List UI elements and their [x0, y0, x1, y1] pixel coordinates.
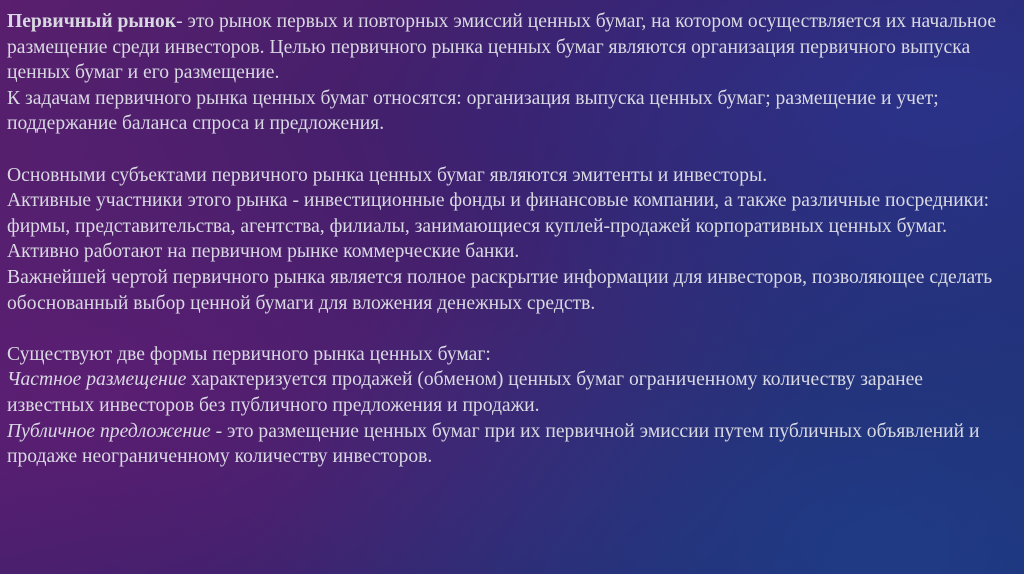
- paragraph-spacer: [7, 137, 1013, 163]
- paragraph-tasks: К задачам первичного рынка ценных бумаг относятся: организация выпуска ценных бумаг; размещение и учет; поддержание баланса спроса и предложения.: [7, 87, 939, 135]
- term-public-offering: Публичное предложение: [7, 420, 211, 442]
- paragraph-disclosure: Важнейшей чертой первичного рынка является полное раскрытие информации для инвесторов, позволяющее сделать обоснованный выбор ценной бумаги для вложения денежных средств.: [7, 266, 993, 314]
- public-offering-text: - это размещение ценных бумаг при их первичной эмиссии путем публичных объявлений и продаже неограниченному количеству инвесторов.: [7, 420, 980, 468]
- paragraph-public-offering: [7, 419, 1013, 470]
- paragraph-forms-intro: Существуют две формы первичного рынка ценных бумаг:: [7, 343, 491, 365]
- slide-text-body: [7, 9, 1013, 470]
- private-placement-text: характеризуется продажей (обменом) ценных бумаг ограниченному количеству заранее известных инвесторов без публичного предложения и продажи.: [7, 369, 923, 416]
- paragraph-spacer: [7, 316, 1013, 342]
- term-primary-market: Первичный рынок: [7, 11, 177, 32]
- paragraph-participants: Активные участники этого рынка - инвестиционные фонды и финансовые компании, а также различные посредники: фирмы, представительства, агентства, филиалы, занимающиеся куплей-продажей корпоративных ценных бумаг. Активно работают на первичном рынке коммерческие банки.: [7, 190, 990, 263]
- paragraph-private-placement: [7, 367, 1013, 418]
- paragraph-subjects: Основными субъектами первичного рынка ценных бумаг являются эмитенты и инвесторы.: [7, 164, 768, 186]
- term-private-placement: Частное размещение: [7, 369, 187, 391]
- definition-text: - это рынок первых и повторных эмиссий ценных бумаг, на котором осуществляется их начальное размещение среди инвесторов. Целью первичного рынка ценных бумаг являются организация первичного выпуска ценных бумаг и его размещение.: [7, 11, 997, 84]
- paragraph-definition: [7, 9, 1013, 86]
